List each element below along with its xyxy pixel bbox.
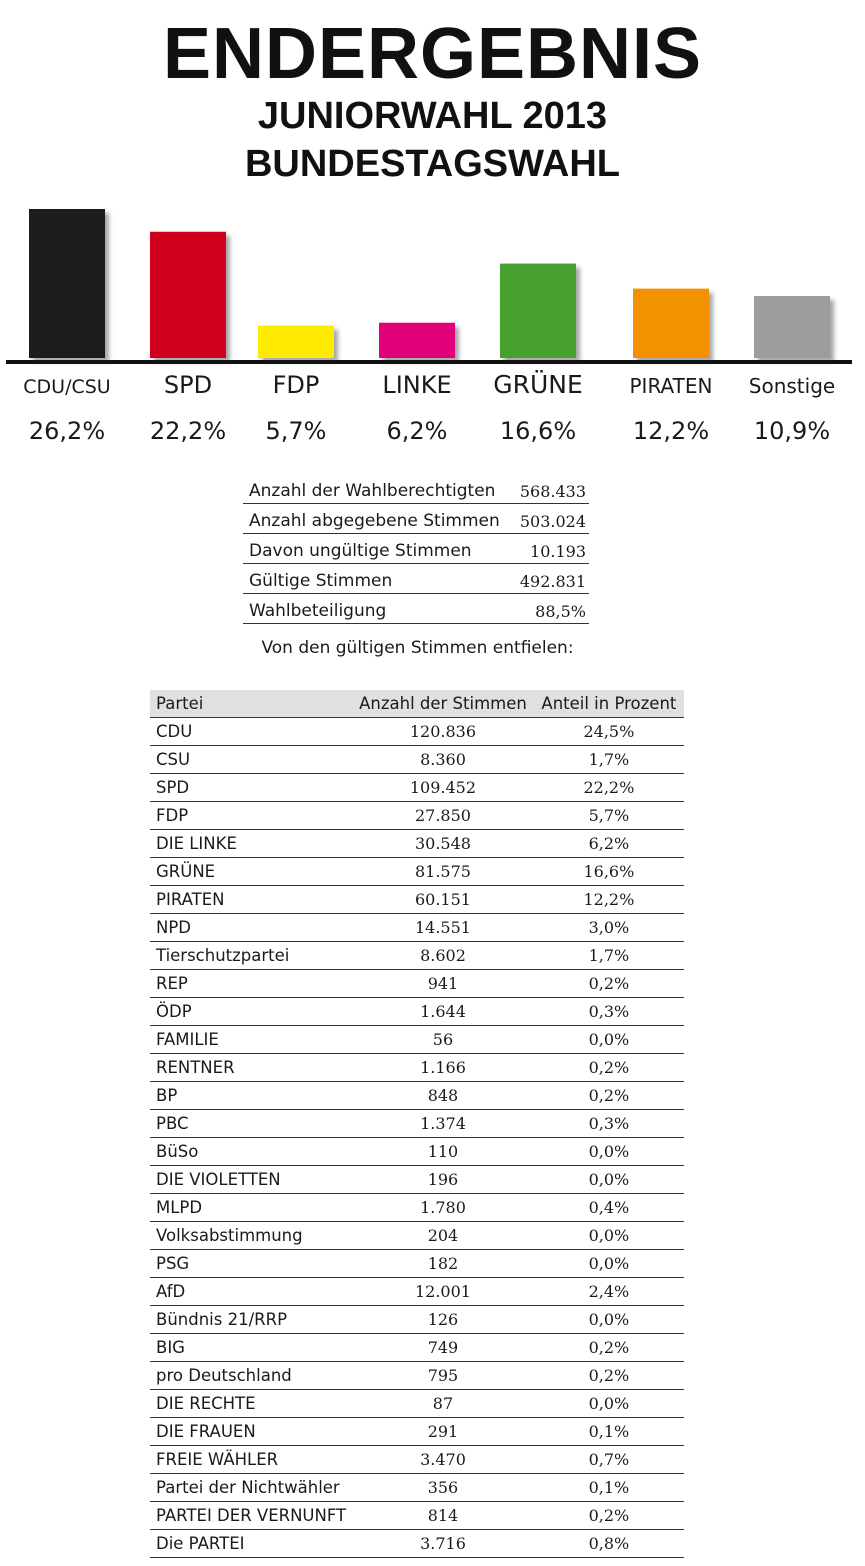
value-label: 12,2% — [632, 417, 710, 445]
party-cell: GRÜNE — [150, 858, 352, 886]
votes-cell: 110 — [352, 1138, 534, 1166]
table-row — [150, 1194, 684, 1222]
table-row — [150, 942, 684, 970]
party-cell: DIE RECHTE — [150, 1390, 352, 1418]
percent-cell: 0,2% — [534, 1502, 684, 1530]
party-cell: RENTNER — [150, 1054, 352, 1082]
table-row — [150, 1530, 684, 1558]
party-cell: pro Deutschland — [150, 1362, 352, 1390]
percent-cell: 0,0% — [534, 1166, 684, 1194]
party-cell: PIRATEN — [150, 886, 352, 914]
summary-label: Anzahl der Wahlberechtigten — [243, 474, 511, 504]
votes-cell: 1.644 — [352, 998, 534, 1026]
category-label: FDP — [272, 371, 320, 399]
percent-cell: 0,1% — [534, 1418, 684, 1446]
party-cell: Tierschutzpartei — [150, 942, 352, 970]
table-row — [150, 1474, 684, 1502]
percent-cell: 0,2% — [534, 1362, 684, 1390]
votes-cell: 3.470 — [352, 1446, 534, 1474]
results-intro: Von den gültigen Stimmen entfielen: — [261, 638, 574, 658]
table-row — [150, 774, 684, 802]
votes-cell: 30.548 — [352, 830, 534, 858]
results-table — [150, 690, 684, 1558]
summary-value: 503.024 — [511, 504, 589, 534]
bar-fdp — [258, 326, 334, 358]
party-cell: PARTEI DER VERNUNFT — [150, 1502, 352, 1530]
party-cell: CSU — [150, 746, 352, 774]
votes-cell: 8.602 — [352, 942, 534, 970]
party-cell: BP — [150, 1082, 352, 1110]
votes-cell: 81.575 — [352, 858, 534, 886]
category-label: Sonstige — [748, 374, 836, 398]
party-cell: Bündnis 21/RRP — [150, 1306, 352, 1334]
table-row — [150, 1166, 684, 1194]
category-label: SPD — [163, 371, 213, 399]
bar-cdu-csu — [29, 209, 105, 358]
percent-cell: 0,1% — [534, 1474, 684, 1502]
votes-cell: 12.001 — [352, 1278, 534, 1306]
party-cell: BüSo — [150, 1138, 352, 1166]
value-label: 26,2% — [28, 417, 106, 445]
summary-table — [243, 474, 589, 624]
value-label: 22,2% — [149, 417, 227, 445]
party-cell: PBC — [150, 1110, 352, 1138]
votes-cell: 291 — [352, 1418, 534, 1446]
votes-cell: 814 — [352, 1502, 534, 1530]
party-cell: AfD — [150, 1278, 352, 1306]
results-header-row — [150, 690, 684, 718]
percent-cell: 22,2% — [534, 774, 684, 802]
percent-cell: 16,6% — [534, 858, 684, 886]
party-cell: NPD — [150, 914, 352, 942]
votes-cell: 182 — [352, 1250, 534, 1278]
page-subtitle-bundestagswahl: BUNDESTAGSWAHL — [244, 143, 621, 185]
bar-grüne — [500, 264, 576, 358]
percent-cell: 0,3% — [534, 998, 684, 1026]
party-cell: SPD — [150, 774, 352, 802]
percent-cell: 1,7% — [534, 746, 684, 774]
header-partei: Partei — [150, 690, 352, 718]
party-cell: FDP — [150, 802, 352, 830]
votes-cell: 120.836 — [352, 718, 534, 746]
party-cell: MLPD — [150, 1194, 352, 1222]
percent-cell: 0,0% — [534, 1138, 684, 1166]
summary-value: 10.193 — [511, 534, 589, 564]
votes-cell: 1.780 — [352, 1194, 534, 1222]
bar-chart — [0, 195, 865, 455]
votes-cell: 14.551 — [352, 914, 534, 942]
table-row — [150, 914, 684, 942]
summary-label: Davon ungültige Stimmen — [243, 534, 511, 564]
party-cell: DIE FRAUEN — [150, 1418, 352, 1446]
votes-cell: 795 — [352, 1362, 534, 1390]
table-row — [150, 718, 684, 746]
party-cell: CDU — [150, 718, 352, 746]
summary-row — [243, 594, 589, 624]
bar-piraten — [633, 289, 709, 358]
votes-cell: 1.374 — [352, 1110, 534, 1138]
category-label: CDU/CSU — [23, 376, 111, 398]
value-label: 10,9% — [753, 417, 831, 445]
percent-cell: 0,0% — [534, 1306, 684, 1334]
votes-cell: 196 — [352, 1166, 534, 1194]
summary-row — [243, 534, 589, 564]
category-label: PIRATEN — [629, 374, 713, 398]
percent-cell: 0,4% — [534, 1194, 684, 1222]
party-cell: DIE VIOLETTEN — [150, 1166, 352, 1194]
party-cell: Volksabstimmung — [150, 1222, 352, 1250]
table-row — [150, 830, 684, 858]
votes-cell: 8.360 — [352, 746, 534, 774]
votes-cell: 3.716 — [352, 1530, 534, 1558]
table-row — [150, 802, 684, 830]
votes-cell: 848 — [352, 1082, 534, 1110]
party-cell: REP — [150, 970, 352, 998]
page-subtitle-juniorwahl: JUNIORWAHL 2013 — [257, 95, 608, 137]
votes-cell: 27.850 — [352, 802, 534, 830]
table-row — [150, 858, 684, 886]
party-cell: Die PARTEI — [150, 1530, 352, 1558]
table-row — [150, 1082, 684, 1110]
percent-cell: 2,4% — [534, 1278, 684, 1306]
party-cell: Partei der Nichtwähler — [150, 1474, 352, 1502]
votes-cell: 60.151 — [352, 886, 534, 914]
table-row — [150, 1026, 684, 1054]
party-cell: ÖDP — [150, 998, 352, 1026]
votes-cell: 941 — [352, 970, 534, 998]
summary-label: Wahlbeteiligung — [243, 594, 511, 624]
votes-cell: 56 — [352, 1026, 534, 1054]
percent-cell: 12,2% — [534, 886, 684, 914]
summary-value: 88,5% — [511, 594, 589, 624]
percent-cell: 0,0% — [534, 1250, 684, 1278]
table-row — [150, 1418, 684, 1446]
table-row — [150, 886, 684, 914]
percent-cell: 0,2% — [534, 970, 684, 998]
summary-value: 568.433 — [511, 474, 589, 504]
summary-row — [243, 564, 589, 594]
table-row — [150, 1502, 684, 1530]
table-row — [150, 1054, 684, 1082]
party-cell: FAMILIE — [150, 1026, 352, 1054]
table-row — [150, 746, 684, 774]
bar-spd — [150, 232, 226, 358]
table-row — [150, 1306, 684, 1334]
summary-row — [243, 474, 589, 504]
value-label: 6,2% — [386, 417, 448, 445]
table-row — [150, 1110, 684, 1138]
table-row — [150, 1390, 684, 1418]
votes-cell: 356 — [352, 1474, 534, 1502]
percent-cell: 0,8% — [534, 1530, 684, 1558]
table-row — [150, 1446, 684, 1474]
votes-cell: 126 — [352, 1306, 534, 1334]
value-label: 5,7% — [265, 417, 327, 445]
percent-cell: 0,2% — [534, 1054, 684, 1082]
category-label: LINKE — [382, 371, 452, 399]
summary-label: Gültige Stimmen — [243, 564, 511, 594]
percent-cell: 0,2% — [534, 1082, 684, 1110]
category-label: GRÜNE — [493, 370, 583, 399]
value-label: 16,6% — [499, 417, 577, 445]
table-row — [150, 1362, 684, 1390]
table-row — [150, 1222, 684, 1250]
table-row — [150, 1138, 684, 1166]
page-title: ENDERGEBNIS — [162, 14, 703, 94]
percent-cell: 0,0% — [534, 1026, 684, 1054]
votes-cell: 87 — [352, 1390, 534, 1418]
votes-cell: 1.166 — [352, 1054, 534, 1082]
percent-cell: 1,7% — [534, 942, 684, 970]
party-cell: BIG — [150, 1334, 352, 1362]
table-row — [150, 970, 684, 998]
party-cell: FREIE WÄHLER — [150, 1446, 352, 1474]
table-row — [150, 998, 684, 1026]
bar-linke — [379, 323, 455, 358]
percent-cell: 0,3% — [534, 1110, 684, 1138]
summary-label: Anzahl abgegebene Stimmen — [243, 504, 511, 534]
party-cell: PSG — [150, 1250, 352, 1278]
party-cell: DIE LINKE — [150, 830, 352, 858]
table-row — [150, 1334, 684, 1362]
votes-cell: 204 — [352, 1222, 534, 1250]
percent-cell: 0,2% — [534, 1334, 684, 1362]
table-row — [150, 1278, 684, 1306]
summary-value: 492.831 — [511, 564, 589, 594]
percent-cell: 6,2% — [534, 830, 684, 858]
table-row — [150, 1250, 684, 1278]
votes-cell: 109.452 — [352, 774, 534, 802]
percent-cell: 0,0% — [534, 1222, 684, 1250]
bar-sonstige — [754, 296, 830, 358]
percent-cell: 5,7% — [534, 802, 684, 830]
percent-cell: 0,7% — [534, 1446, 684, 1474]
percent-cell: 3,0% — [534, 914, 684, 942]
votes-cell: 749 — [352, 1334, 534, 1362]
header-anzahl: Anzahl der Stimmen — [352, 690, 534, 718]
summary-row — [243, 504, 589, 534]
percent-cell: 0,0% — [534, 1390, 684, 1418]
percent-cell: 24,5% — [534, 718, 684, 746]
header-anteil: Anteil in Prozent — [534, 690, 684, 718]
